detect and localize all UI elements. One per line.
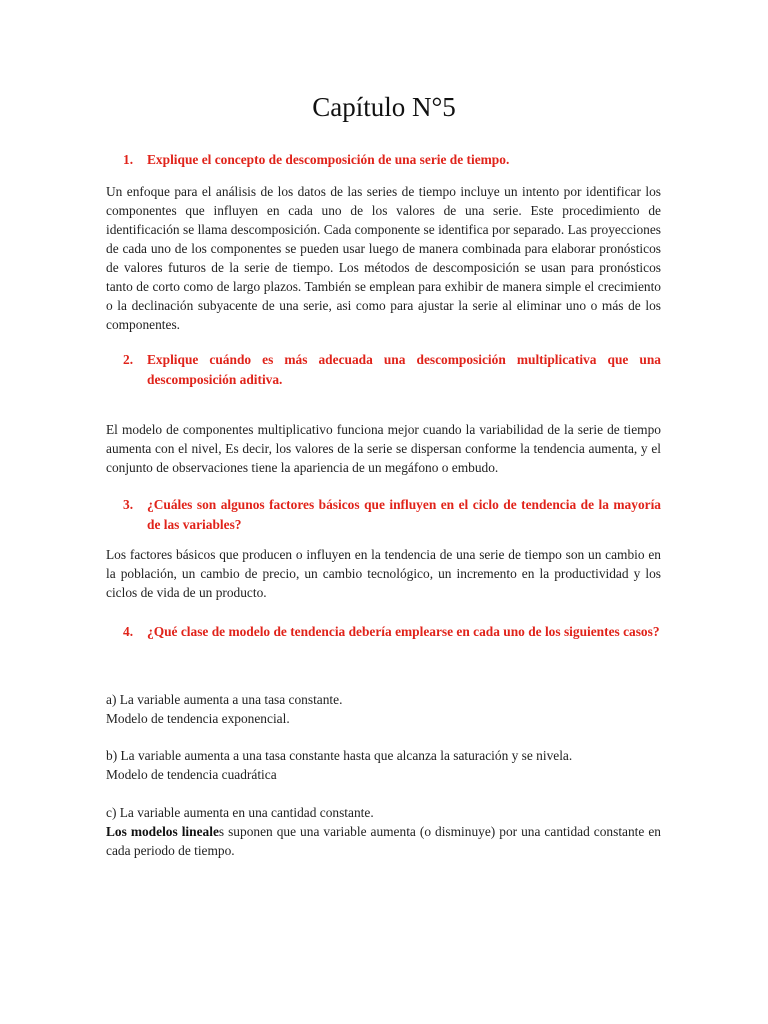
question-number: 1. bbox=[123, 152, 134, 167]
question-text: ¿Qué clase de modelo de tendencia debería emplearse en cada uno de los siguientes casos? bbox=[147, 624, 660, 639]
question-number: 3. bbox=[123, 497, 134, 512]
question-2 bbox=[123, 350, 661, 390]
question-number: 2. bbox=[123, 352, 134, 367]
answer-1: Un enfoque para el análisis de los datos de las series de tiempo incluye un intento por identificar los componentes que influyen en cada uno de los valores de una serie. Este procedimiento de identificación se llama descomposición. Cada componente se identifica por separado. Las proyecciones de cada uno de los componentes se pueden usar luego de manera combinada para elaborar pronósticos de valores futuros de la serie de tiempo. Los métodos de descomposición se usan para pronósticos tanto de corto como de largo plazos. También se emplean para exhibir de manera simple el crecimiento o la declinación subyacente de una serie, asi como para ajustar la serie al eliminar uno o más de los componentes. bbox=[106, 184, 661, 332]
case-c-answer bbox=[106, 824, 661, 858]
case-c-answer-rest: s suponen que una variable aumenta (o disminuye) por una cantidad constante en cada periodo de tiempo. bbox=[106, 824, 661, 858]
question-text: Explique el concepto de descomposición de una serie de tiempo. bbox=[147, 152, 510, 167]
question-text: ¿Cuáles son algunos factores básicos que influyen en el ciclo de tendencia de la mayoría de las variables? bbox=[147, 497, 661, 532]
question-4 bbox=[123, 622, 661, 642]
case-a bbox=[106, 690, 661, 728]
case-b-answer: Modelo de tendencia cuadrática bbox=[106, 767, 277, 782]
case-c-bold-term: Los modelos lineale bbox=[106, 824, 219, 839]
question-3 bbox=[123, 495, 661, 535]
question-1 bbox=[123, 150, 661, 170]
case-a-answer: Modelo de tendencia exponencial. bbox=[106, 711, 290, 726]
answer-2: El modelo de componentes multiplicativo funciona mejor cuando la variabilidad de la serie de tiempo aumenta con el nivel, Es decir, los valores de la serie se dispersan conforme la tendencia aumenta, y el conjunto de observaciones tiene la apariencia de un megáfono o embudo. bbox=[106, 422, 661, 475]
case-a-statement: a) La variable aumenta a una tasa constante. bbox=[106, 692, 343, 707]
answer-3: Los factores básicos que producen o influyen en la tendencia de una serie de tiempo son un cambio en la población, un cambio de precio, un cambio tecnológico, un incremento en la productividad y los ciclos de vida de un producto. bbox=[106, 547, 661, 600]
page-title: Capítulo N°5 bbox=[312, 92, 456, 122]
case-c bbox=[106, 803, 661, 860]
case-b-statement: b) La variable aumenta a una tasa constante hasta que alcanza la saturación y se nivela. bbox=[106, 748, 573, 763]
question-text: Explique cuándo es más adecuada una descomposición multiplicativa que una descomposición aditiva. bbox=[147, 352, 661, 387]
question-number: 4. bbox=[123, 624, 134, 639]
case-b bbox=[106, 746, 661, 784]
case-c-statement: c) La variable aumenta en una cantidad constante. bbox=[106, 805, 374, 820]
